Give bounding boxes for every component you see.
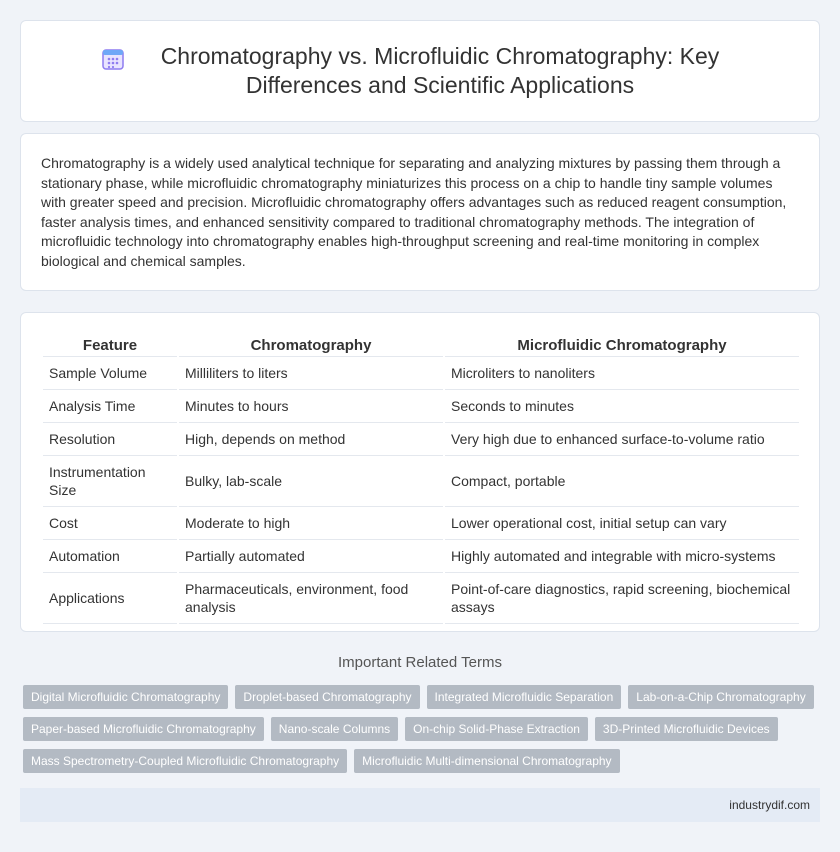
- related-term-tag[interactable]: Paper-based Microfluidic Chromatography: [23, 717, 264, 741]
- table-cell: Analysis Time: [43, 390, 177, 423]
- table-cell: Lower operational cost, initial setup can vary: [445, 507, 799, 540]
- related-terms-list: [23, 685, 823, 773]
- table-cell: Resolution: [43, 423, 177, 456]
- footer-site-link[interactable]: industrydif.com: [729, 798, 810, 812]
- table-cell: Milliliters to liters: [179, 357, 443, 390]
- title-card: [20, 20, 820, 122]
- related-term-tag[interactable]: Nano-scale Columns: [271, 717, 398, 741]
- related-term-tag[interactable]: Integrated Microfluidic Separation: [427, 685, 622, 709]
- related-term-tag[interactable]: Mass Spectrometry-Coupled Microfluidic Chromatography: [23, 749, 347, 773]
- column-header: Feature: [43, 333, 177, 357]
- table-header-row: [43, 333, 799, 357]
- related-term-tag[interactable]: On-chip Solid-Phase Extraction: [405, 717, 588, 741]
- table-row: [43, 390, 799, 423]
- table-cell: Compact, portable: [445, 456, 799, 507]
- table-cell: Highly automated and integrable with micro-systems: [445, 540, 799, 573]
- column-header: Microfluidic Chromatography: [445, 333, 799, 357]
- comparison-table: [41, 333, 801, 624]
- table-row: [43, 507, 799, 540]
- related-term-tag[interactable]: Droplet-based Chromatography: [235, 685, 419, 709]
- table-cell: High, depends on method: [179, 423, 443, 456]
- calendar-grid-icon: [100, 46, 126, 72]
- table-cell: Seconds to minutes: [445, 390, 799, 423]
- related-term-tag[interactable]: Microfluidic Multi-dimensional Chromatography: [354, 749, 619, 773]
- table-cell: Partially automated: [179, 540, 443, 573]
- related-term-tag[interactable]: 3D-Printed Microfluidic Devices: [595, 717, 778, 741]
- table-cell: Instrumentation Size: [43, 456, 177, 507]
- column-header: Chromatography: [179, 333, 443, 357]
- table-row: [43, 423, 799, 456]
- page-title: Chromatography vs. Microfluidic Chromatography: Key Differences and Scientific Applications: [160, 43, 720, 98]
- intro-paragraph: Chromatography is a widely used analytical technique for separating and analyzing mixtures by passing them through a stationary phase, while microfluidic chromatography miniaturizes this process on a chip to handle tiny sample volumes with greater speed and precision. Microfluidic chromatography offers advantages such as reduced reagent consumption, faster analysis times, and enhanced sensitivity compared to traditional chromatography methods. The integration of microfluidic technology into chromatography enables high-throughput screening and real-time monitoring in complex biological and chemical samples.: [41, 155, 787, 269]
- table-cell: Bulky, lab-scale: [179, 456, 443, 507]
- comparison-table-card: [20, 312, 820, 632]
- table-cell: Sample Volume: [43, 357, 177, 390]
- intro-card: [20, 133, 820, 291]
- related-terms-heading: Important Related Terms: [338, 654, 502, 671]
- table-row: [43, 573, 799, 624]
- table-row: [43, 456, 799, 507]
- table-cell: Very high due to enhanced surface-to-volume ratio: [445, 423, 799, 456]
- table-cell: Microliters to nanoliters: [445, 357, 799, 390]
- table-cell: Point-of-care diagnostics, rapid screening, biochemical assays: [445, 573, 799, 624]
- table-cell: Applications: [43, 573, 177, 624]
- table-row: [43, 540, 799, 573]
- footer: [20, 788, 820, 822]
- table-cell: Moderate to high: [179, 507, 443, 540]
- related-term-tag[interactable]: Digital Microfluidic Chromatography: [23, 685, 228, 709]
- table-row: [43, 357, 799, 390]
- table-cell: Minutes to hours: [179, 390, 443, 423]
- related-term-tag[interactable]: Lab-on-a-Chip Chromatography: [628, 685, 813, 709]
- table-cell: Pharmaceuticals, environment, food analysis: [179, 573, 443, 624]
- table-cell: Cost: [43, 507, 177, 540]
- table-cell: Automation: [43, 540, 177, 573]
